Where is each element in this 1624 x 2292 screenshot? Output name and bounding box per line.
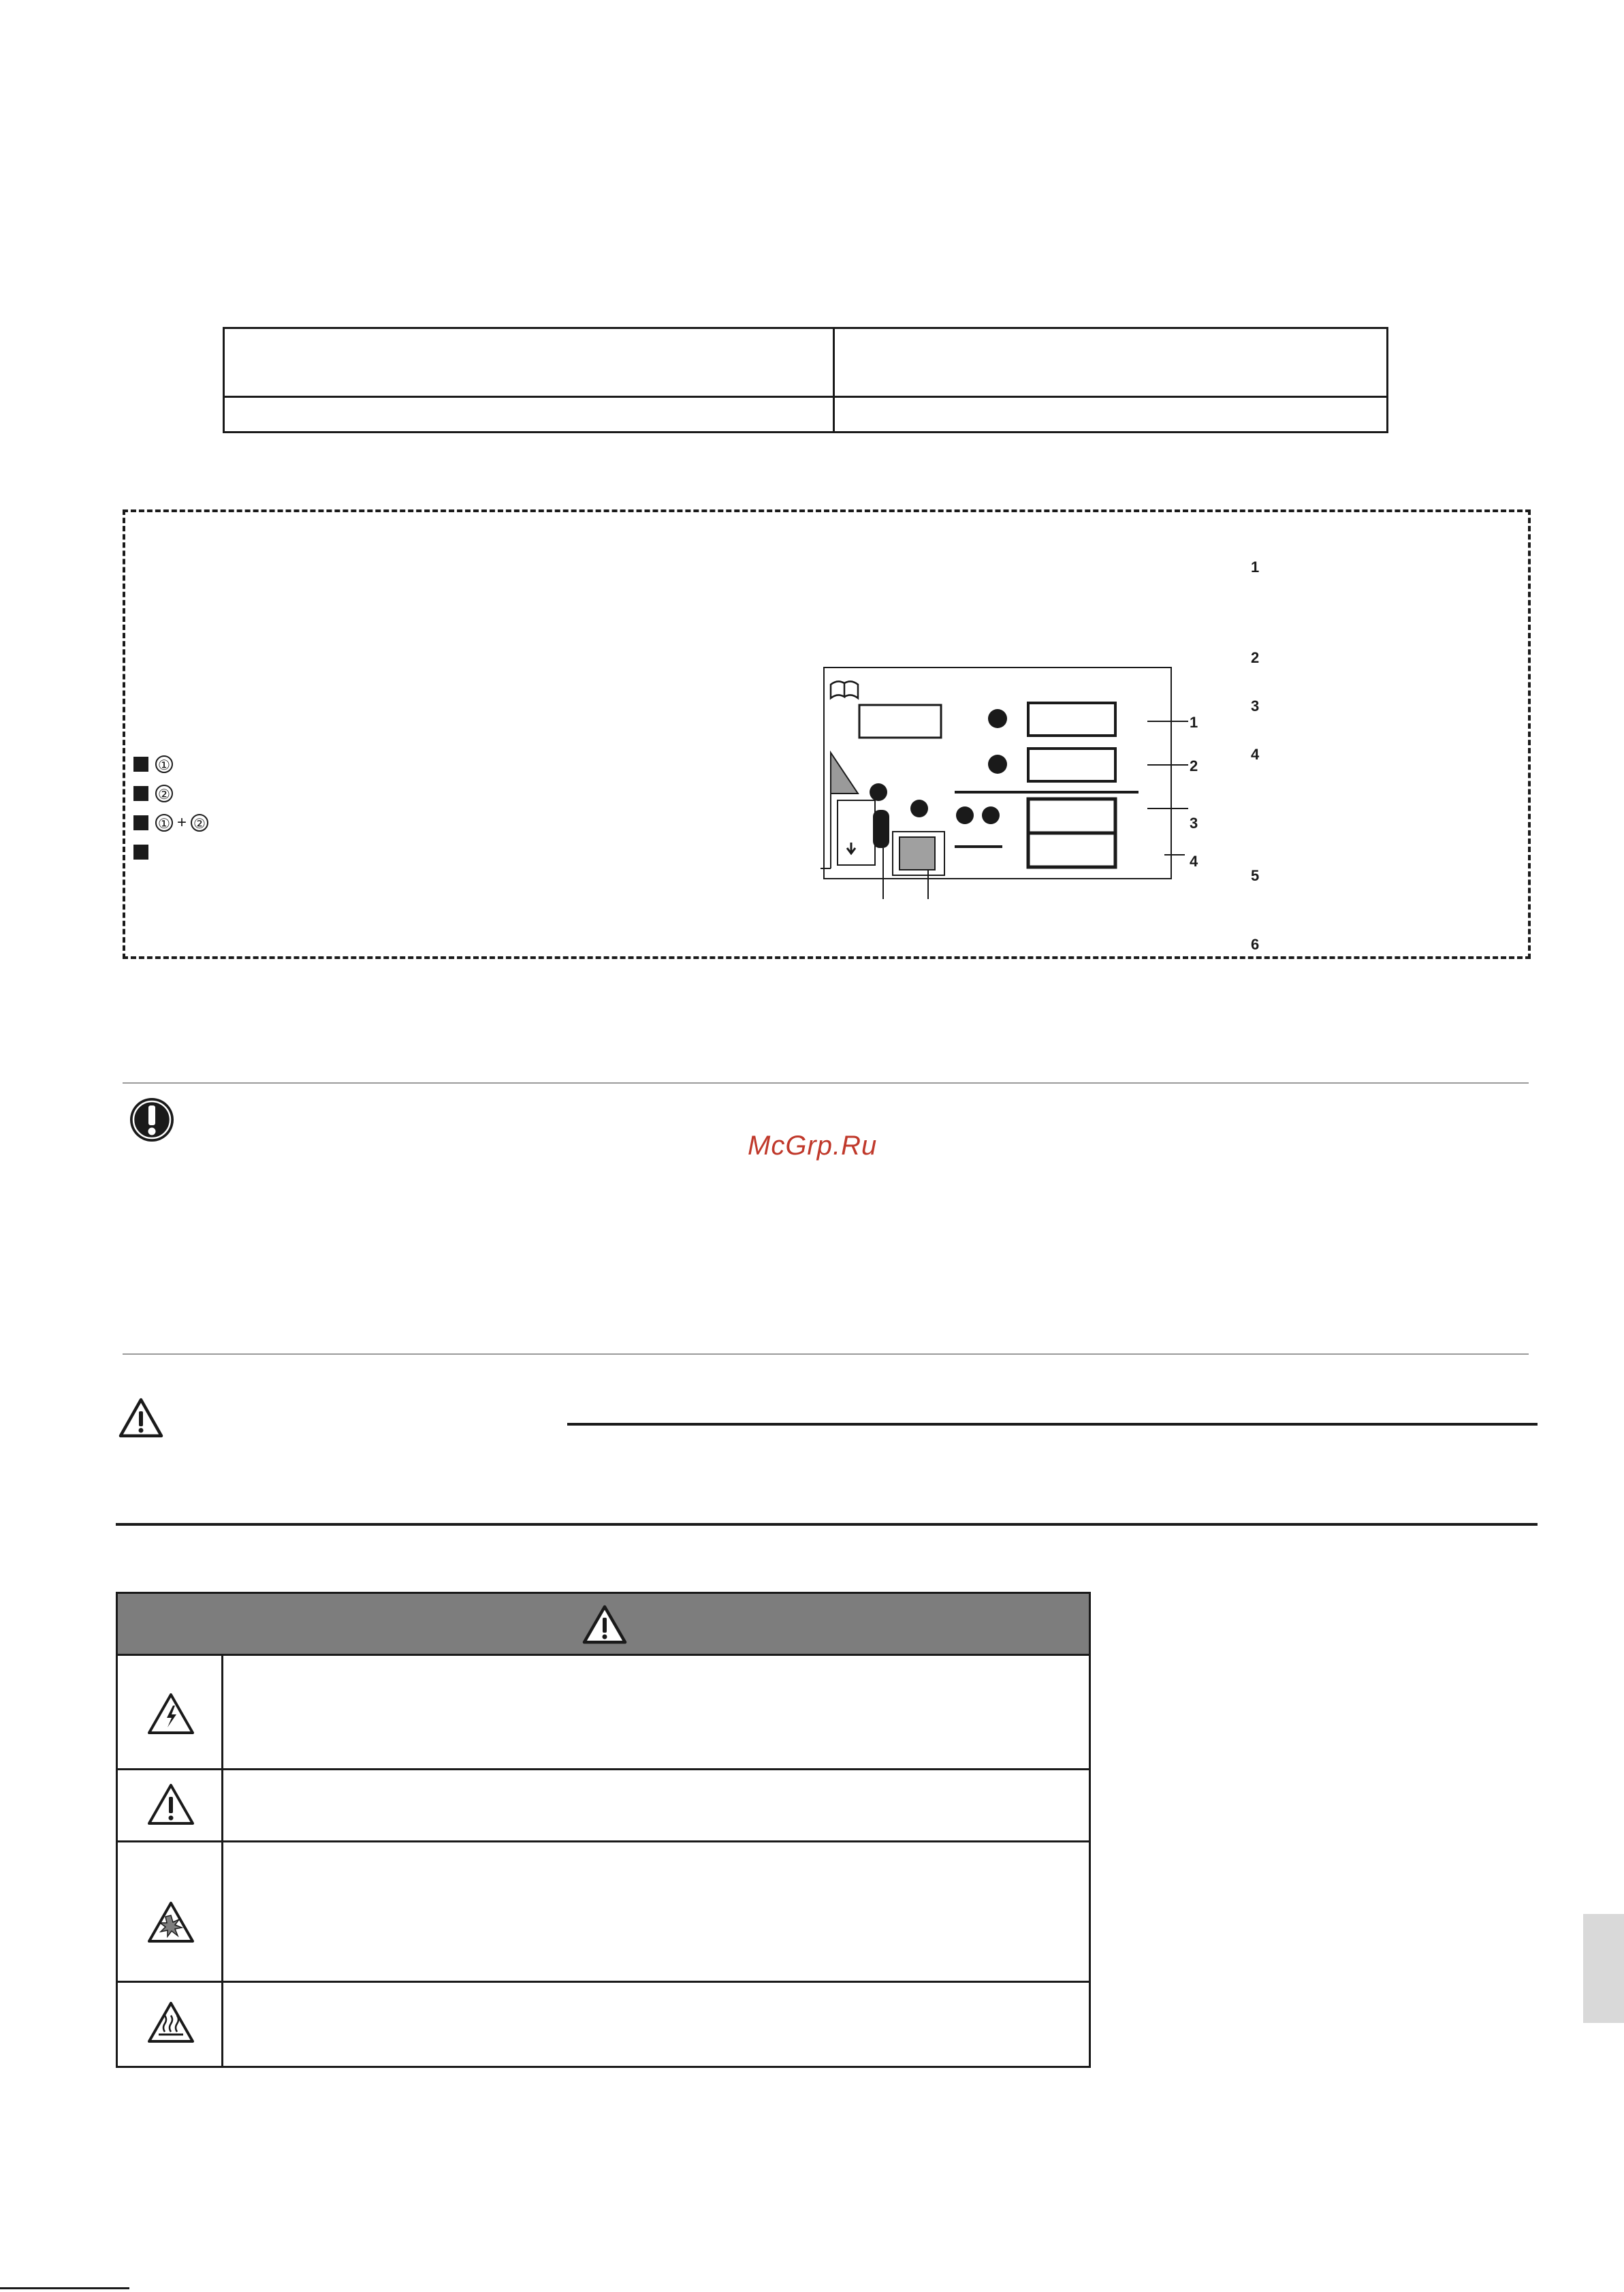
legend-square [133, 815, 148, 830]
callout-1: 1 [1190, 714, 1198, 731]
wedge-shape [831, 753, 858, 794]
table-column-divider [833, 329, 835, 431]
indicator-dot [870, 783, 887, 801]
indicator-dot [982, 806, 1000, 824]
legend-row-1 [133, 753, 173, 776]
list-number-2: 2 [1251, 649, 1260, 666]
safety-row-divider [118, 1768, 1089, 1770]
footer-rule [0, 2287, 129, 2289]
warning-triangle-icon [117, 1396, 165, 1440]
indicator-dot [910, 800, 928, 817]
callout-4: 4 [1190, 853, 1198, 870]
thermometer-icon [873, 810, 889, 848]
list-number-3: 3 [1251, 697, 1260, 715]
legend-row-3 [133, 811, 208, 834]
list-number-4: 4 [1251, 746, 1260, 763]
legend-row-2 [133, 782, 173, 805]
callout-2: 2 [1190, 757, 1198, 774]
list-number-1: 1 [1251, 559, 1260, 576]
list-number-6: 6 [1251, 936, 1260, 953]
general-warning-icon [146, 1783, 195, 1826]
explosion-hazard-icon [146, 1900, 195, 1944]
safety-row-divider [118, 1981, 1089, 1983]
legend-circled-number: ① [155, 755, 173, 773]
header-table [223, 327, 1388, 433]
legend-circled-number: ② [191, 814, 208, 832]
panel-box-1 [1028, 703, 1115, 736]
book-icon [831, 681, 858, 698]
legend-plus: + [177, 813, 187, 832]
legend-square [133, 845, 148, 860]
control-panel-diagram [821, 664, 1202, 909]
table-row-divider [225, 396, 1386, 398]
indicator-dot [988, 755, 1007, 774]
legend-circled-number: ② [155, 785, 173, 802]
section-divider [116, 1523, 1538, 1526]
list-number-5: 5 [1251, 867, 1260, 884]
legend-row-4 [133, 841, 155, 864]
hot-surface-icon [146, 2000, 195, 2044]
callout-3: 3 [1190, 815, 1198, 832]
safety-table-header [118, 1594, 1089, 1656]
section-tab [1583, 1914, 1624, 2023]
warning-triangle-icon [581, 1603, 628, 1646]
notice-top-rule [123, 1082, 1529, 1084]
safety-row-divider [118, 1840, 1089, 1842]
warning-heading-rule [567, 1423, 1538, 1426]
legend-square [133, 757, 148, 772]
safety-symbols-table [116, 1592, 1091, 2068]
notice-bottom-rule [123, 1353, 1529, 1355]
indicator-dot [988, 709, 1007, 728]
display-window [859, 705, 941, 738]
exclamation-circle-icon [128, 1096, 176, 1144]
indicator-dot [956, 806, 974, 824]
safety-table-column-divider [221, 1656, 223, 2066]
panel-box-2 [1028, 749, 1115, 781]
gray-button [899, 837, 935, 870]
electric-hazard-icon [146, 1692, 195, 1736]
bracket-frame [838, 800, 875, 865]
watermark: McGrp.Ru [748, 1131, 878, 1161]
legend-square [133, 786, 148, 801]
arrow-down-icon [847, 843, 855, 853]
legend-circled-number: ① [155, 814, 173, 832]
